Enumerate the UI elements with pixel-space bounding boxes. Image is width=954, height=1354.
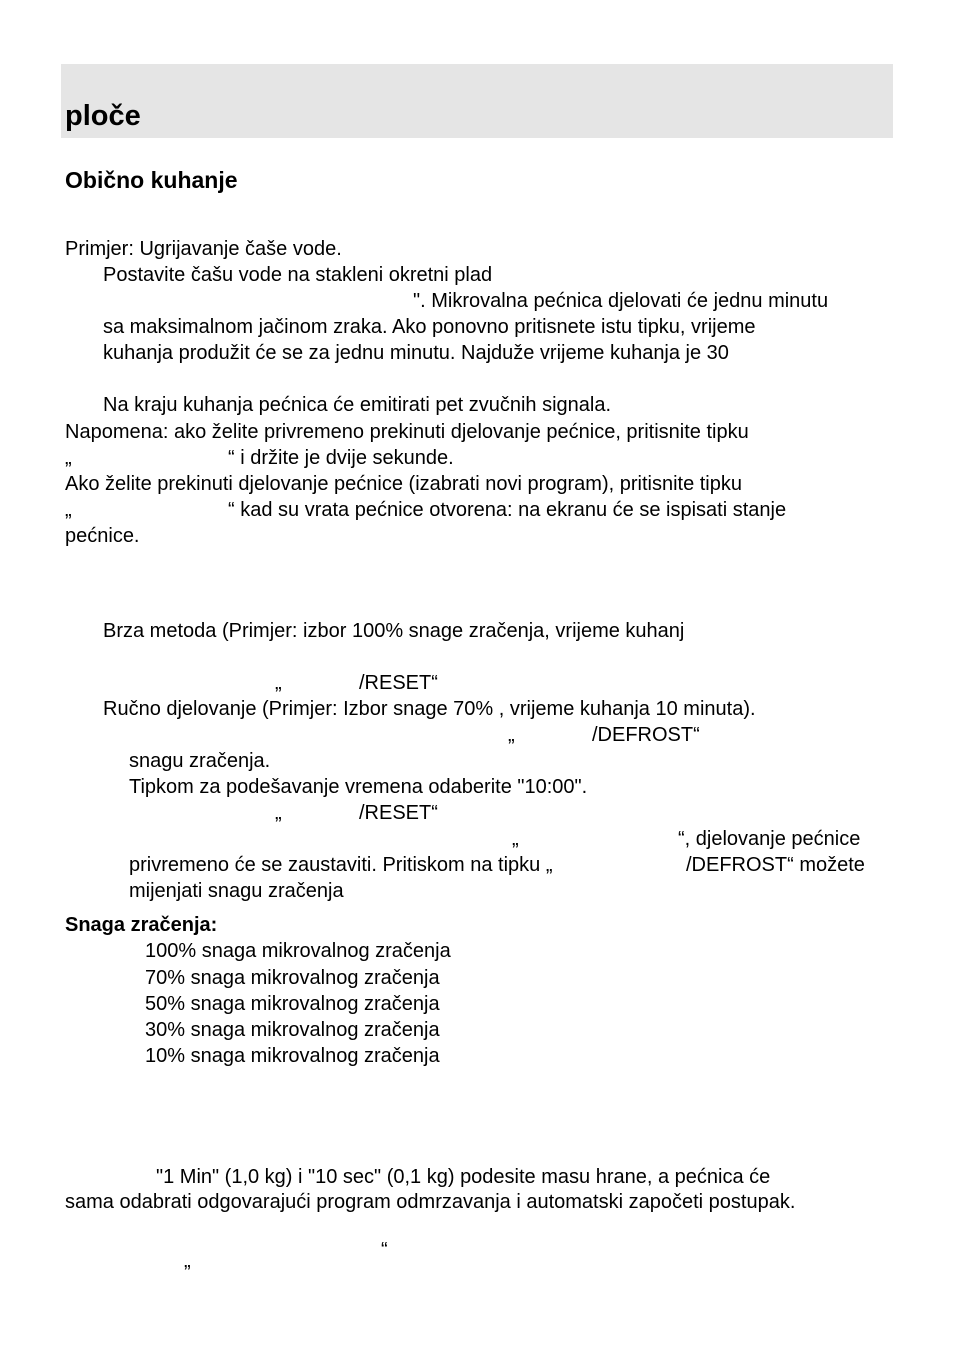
quote-mark: „: [275, 672, 282, 694]
paragraph-line: snagu zračenja.: [129, 750, 271, 772]
header-band: [61, 64, 893, 138]
power-level-item: 50% snaga mikrovalnog zračenja: [145, 993, 440, 1015]
key-label: /DEFROST“ možete: [686, 854, 865, 876]
quote-mark: “: [381, 1239, 388, 1261]
key-label: /DEFROST“: [592, 724, 700, 746]
power-level-item: 30% snaga mikrovalnog zračenja: [145, 1019, 440, 1041]
quote-mark: „: [512, 828, 519, 850]
paragraph-line: sama odabrati odgovarajući program odmrzavanja i automatski započeti postupak.: [65, 1191, 796, 1213]
power-level-item: 10% snaga mikrovalnog zračenja: [145, 1045, 440, 1067]
paragraph-line: Tipkom za podešavanje vremena odaberite "10:00".: [129, 776, 588, 798]
power-level-item: 100% snaga mikrovalnog zračenja: [145, 940, 451, 962]
power-levels-title: Snaga zračenja:: [65, 914, 218, 936]
paragraph-line: Postavite čašu vode na stakleni okretni plad: [103, 264, 493, 286]
key-label: /RESET“: [359, 802, 438, 824]
paragraph-line: sa maksimalnom jačinom zraka. Ako ponovno pritisnete istu tipku, vrijeme: [103, 316, 756, 338]
paragraph-line: kuhanja produžit će se za jednu minutu. Najduže vrijeme kuhanja je 30: [103, 342, 729, 364]
paragraph-line: "1 Min" (1,0 kg) i "10 sec" (0,1 kg) podesite masu hrane, a pećnica će: [156, 1166, 771, 1188]
quote-mark: „: [275, 802, 282, 824]
quote-mark: „: [508, 724, 515, 746]
paragraph-line: “ i držite je dvije sekunde.: [228, 447, 454, 469]
paragraph-line: privremeno će se zaustaviti. Pritiskom na tipku „: [129, 854, 553, 876]
note-line: Napomena: ako želite privremeno prekinuti djelovanje pećnice, pritisnite tipku: [65, 421, 749, 443]
paragraph-line: “, djelovanje pećnice: [678, 828, 861, 850]
paragraph-line: Na kraju kuhanja pećnica će emitirati pet zvučnih signala.: [103, 394, 612, 416]
paragraph-line: Primjer: Ugrijavanje čaše vode.: [65, 238, 342, 260]
paragraph-line: ". Mikrovalna pećnica djelovati će jednu minutu: [413, 290, 829, 312]
key-label: /RESET“: [359, 672, 438, 694]
paragraph-line: “ kad su vrata pećnice otvorena: na ekranu će se ispisati stanje: [228, 499, 787, 521]
quote-mark: „: [65, 447, 72, 469]
page-title: ploče: [65, 100, 141, 132]
quote-mark: „: [65, 499, 72, 521]
section-title: Obično kuhanje: [65, 167, 238, 193]
paragraph-line: Ako želite prekinuti djelovanje pećnice (izabrati novi program), pritisnite tipku: [65, 473, 742, 495]
paragraph-line: mijenjati snagu zračenja: [129, 880, 344, 902]
quote-mark: „: [184, 1250, 191, 1272]
paragraph-line: Ručno djelovanje (Primjer: Izbor snage 70% , vrijeme kuhanja 10 minuta).: [103, 698, 756, 720]
paragraph-line: pećnice.: [65, 525, 140, 547]
power-level-item: 70% snaga mikrovalnog zračenja: [145, 967, 440, 989]
paragraph-line: Brza metoda (Primjer: izbor 100% snage zračenja, vrijeme kuhanj: [103, 620, 685, 642]
